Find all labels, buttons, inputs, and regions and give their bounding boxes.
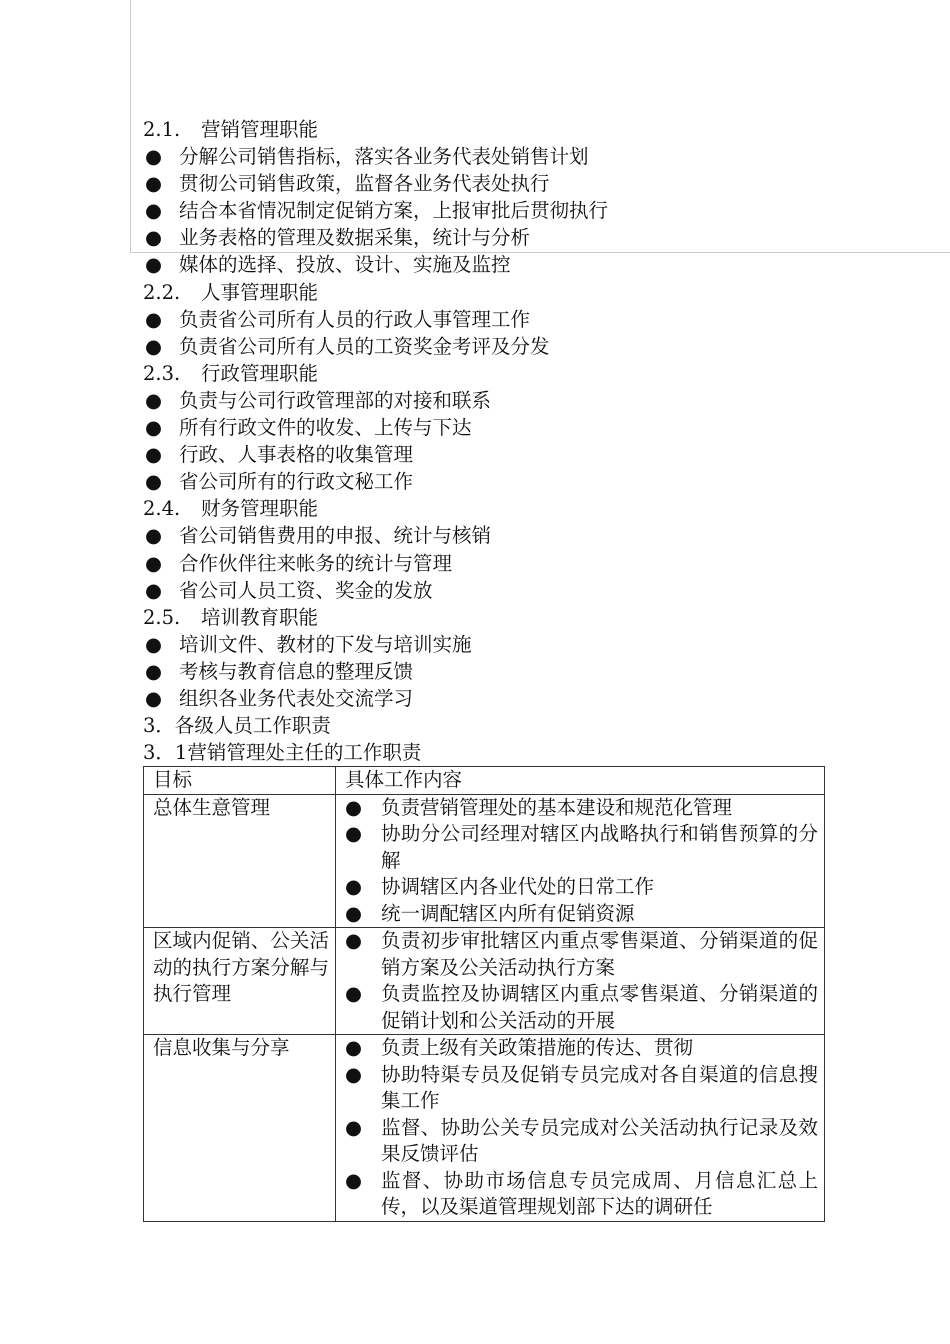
list-item-text: 媒体的选择、投放、设计、实施及监控 bbox=[179, 253, 511, 277]
detail-item bbox=[345, 874, 818, 901]
list-item bbox=[143, 441, 833, 468]
table-row bbox=[144, 928, 825, 1035]
heading-3-1: 3．1营销管理处主任的工作职责 bbox=[143, 741, 422, 765]
list-item bbox=[143, 170, 833, 197]
detail-item-text: 监督、协助公关专员完成对公关活动执行记录及效果反馈评估 bbox=[381, 1115, 818, 1166]
bullet-icon: ● bbox=[145, 226, 163, 250]
detail-item bbox=[345, 1168, 818, 1221]
list-item bbox=[143, 685, 833, 712]
responsibility-table bbox=[143, 766, 825, 1222]
table-row bbox=[144, 1035, 825, 1222]
section-heading bbox=[143, 116, 833, 143]
list-item-text: 结合本省情况制定促销方案，上报审批后贯彻执行 bbox=[179, 199, 609, 223]
bullet-icon: ● bbox=[345, 982, 363, 1006]
bullet-icon: ● bbox=[145, 524, 163, 548]
detail-item-text: 负责监控及协调辖区内重点零售渠道、分销渠道的促销计划和公关活动的开展 bbox=[381, 982, 818, 1032]
bullet-icon: ● bbox=[145, 551, 163, 575]
detail-cell bbox=[336, 794, 825, 928]
list-item bbox=[143, 414, 833, 441]
detail-item-text: 负责初步审批辖区内重点零售渠道、分销渠道的促销方案及公关活动执行方案 bbox=[381, 929, 818, 979]
list-item bbox=[143, 577, 833, 604]
list-item bbox=[143, 658, 833, 685]
section-number: 2.2. bbox=[143, 280, 181, 304]
detail-item bbox=[345, 928, 818, 981]
bullet-icon: ● bbox=[145, 416, 163, 440]
bullet-icon: ● bbox=[145, 686, 163, 710]
detail-item-text: 协调辖区内各业代处的日常工作 bbox=[381, 875, 655, 899]
section-title: 财务管理职能 bbox=[201, 497, 319, 521]
detail-item bbox=[345, 981, 818, 1034]
list-item-text: 分解公司销售指标，落实各业务代表处销售计划 bbox=[179, 145, 589, 169]
bullet-icon: ● bbox=[345, 1062, 363, 1086]
section-number: 2.4. bbox=[143, 497, 181, 521]
page-margin-vertical-line bbox=[130, 0, 131, 252]
list-item bbox=[143, 197, 833, 224]
bullet-icon: ● bbox=[345, 822, 363, 846]
section-heading bbox=[143, 279, 833, 306]
section-heading bbox=[143, 604, 833, 631]
bullet-icon: ● bbox=[145, 145, 163, 169]
list-item-text: 业务表格的管理及数据采集，统计与分析 bbox=[179, 226, 531, 250]
list-item bbox=[143, 333, 833, 360]
bullet-icon: ● bbox=[345, 875, 363, 899]
section-title: 行政管理职能 bbox=[201, 361, 319, 385]
list-item bbox=[143, 522, 833, 549]
list-item-text: 省公司所有的行政文秘工作 bbox=[179, 470, 414, 494]
bullet-icon: ● bbox=[345, 929, 363, 953]
detail-item bbox=[345, 795, 818, 822]
detail-item-text: 负责上级有关政策措施的传达、贯彻 bbox=[381, 1036, 694, 1060]
list-item-text: 行政、人事表格的收集管理 bbox=[179, 443, 414, 467]
detail-item bbox=[345, 1115, 818, 1168]
list-item bbox=[143, 143, 833, 170]
bullet-icon: ● bbox=[145, 253, 163, 277]
list-item bbox=[143, 387, 833, 414]
sections-list bbox=[143, 116, 833, 712]
list-item bbox=[143, 631, 833, 658]
heading-3: 3．各级人员工作职责 bbox=[143, 714, 331, 738]
bullet-icon: ● bbox=[145, 334, 163, 358]
list-item-text: 省公司人员工资、奖金的发放 bbox=[179, 578, 433, 602]
detail-item bbox=[345, 901, 818, 928]
list-item bbox=[143, 251, 833, 278]
detail-item-text: 负责营销管理处的基本建设和规范化管理 bbox=[381, 795, 733, 819]
bullet-icon: ● bbox=[145, 172, 163, 196]
list-item-text: 负责省公司所有人员的工资奖金考评及分发 bbox=[179, 334, 550, 358]
column-header-details: 具体工作内容 bbox=[336, 767, 825, 795]
section-title: 培训教育职能 bbox=[201, 605, 319, 629]
bullet-icon: ● bbox=[145, 199, 163, 223]
goal-cell: 区域内促销、公关活动的执行方案分解与执行管理 bbox=[144, 928, 336, 1035]
section-title: 人事管理职能 bbox=[201, 280, 319, 304]
list-item-text: 省公司销售费用的申报、统计与核销 bbox=[179, 524, 492, 548]
bullet-icon: ● bbox=[145, 632, 163, 656]
list-item bbox=[143, 468, 833, 495]
detail-item-text: 监督、协助市场信息专员完成周、月信息汇总上传，以及渠道管理规划部下达的调研任 bbox=[381, 1168, 818, 1219]
detail-item-text: 统一调配辖区内所有促销资源 bbox=[381, 901, 635, 925]
document-body bbox=[143, 116, 833, 1222]
bullet-icon: ● bbox=[145, 443, 163, 467]
section-number: 2.1. bbox=[143, 118, 181, 141]
section-title: 营销管理职能 bbox=[201, 118, 319, 141]
bullet-icon: ● bbox=[145, 388, 163, 412]
detail-item bbox=[345, 1062, 818, 1115]
list-item-text: 合作伙伴往来帐务的统计与管理 bbox=[179, 551, 453, 575]
list-item-text: 贯彻公司销售政策，监督各业务代表处执行 bbox=[179, 172, 550, 196]
list-item-text: 培训文件、教材的下发与培训实施 bbox=[179, 632, 472, 656]
detail-cell bbox=[336, 1035, 825, 1222]
list-item-text: 组织各业务代表处交流学习 bbox=[179, 686, 414, 710]
bullet-icon: ● bbox=[345, 1115, 363, 1139]
detail-item-text: 协助分公司经理对辖区内战略执行和销售预算的分解 bbox=[381, 822, 818, 872]
section-heading bbox=[143, 360, 833, 387]
detail-item bbox=[345, 1035, 818, 1062]
list-item bbox=[143, 224, 833, 251]
section-heading bbox=[143, 495, 833, 522]
bullet-icon: ● bbox=[345, 795, 363, 819]
table-row bbox=[144, 794, 825, 928]
bullet-icon: ● bbox=[145, 659, 163, 683]
bullet-icon: ● bbox=[345, 1168, 363, 1192]
bullet-icon: ● bbox=[145, 470, 163, 494]
section-number: 2.3. bbox=[143, 361, 181, 385]
bullet-icon: ● bbox=[345, 901, 363, 925]
detail-item bbox=[345, 821, 818, 874]
column-header-goal: 目标 bbox=[144, 767, 336, 795]
bullet-icon: ● bbox=[145, 307, 163, 331]
detail-item-text: 协助特渠专员及促销专员完成对各自渠道的信息搜集工作 bbox=[381, 1062, 818, 1113]
list-item bbox=[143, 550, 833, 577]
goal-cell: 总体生意管理 bbox=[144, 794, 336, 928]
detail-cell bbox=[336, 928, 825, 1035]
list-item-text: 负责省公司所有人员的行政人事管理工作 bbox=[179, 307, 531, 331]
list-item bbox=[143, 306, 833, 333]
bullet-icon: ● bbox=[345, 1036, 363, 1060]
bullet-icon: ● bbox=[145, 578, 163, 602]
list-item-text: 所有行政文件的收发、上传与下达 bbox=[179, 416, 472, 440]
goal-cell: 信息收集与分享 bbox=[144, 1035, 336, 1222]
section-number: 2.5. bbox=[143, 605, 181, 629]
list-item-text: 考核与教育信息的整理反馈 bbox=[179, 659, 414, 683]
list-item-text: 负责与公司行政管理部的对接和联系 bbox=[179, 388, 492, 412]
table-header-row bbox=[144, 767, 825, 795]
